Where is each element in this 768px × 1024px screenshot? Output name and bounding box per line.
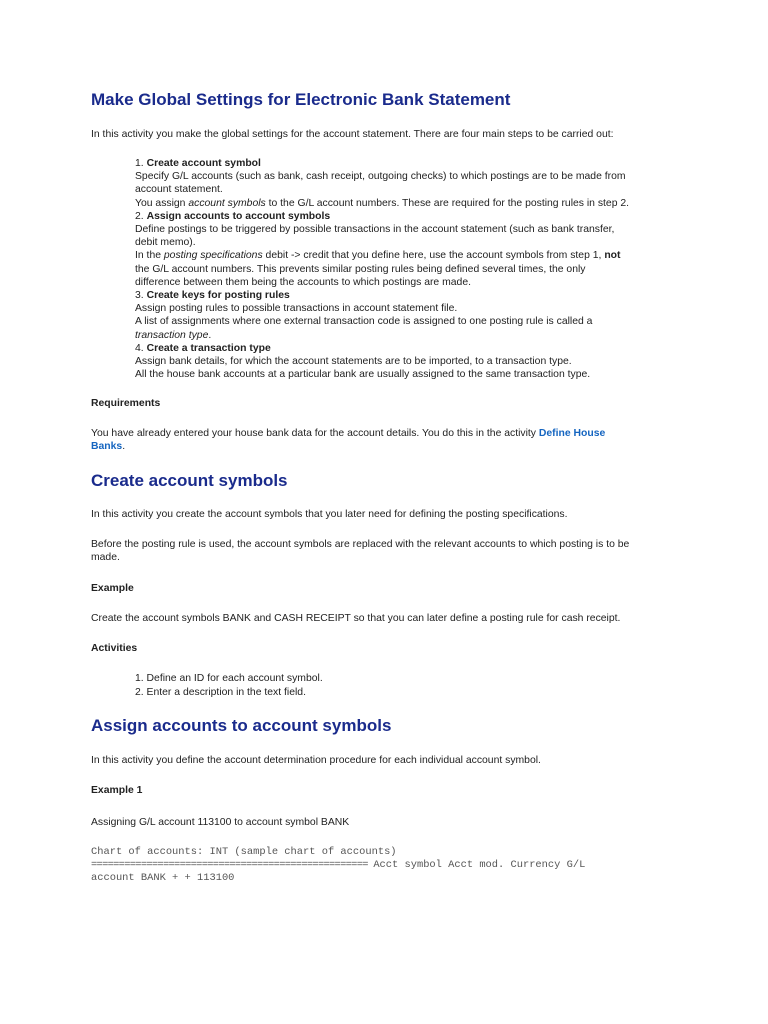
step-4-heading: 4. Create a transaction type [135,342,271,354]
list-item: 1. Define an ID for each account symbol. [135,673,323,684]
step-4-text: Assign bank details, for which the account statements are to be imported, to a transaction type. [135,356,572,368]
paragraph: In this activity you create the account symbols that you later need for defining the posting specifications. [91,509,568,520]
requirements-heading: Requirements [91,398,161,409]
activities-list [135,672,323,699]
code-block [91,846,691,885]
step-2-text: In the posting specifications debit -> credit that you define here, use the account symbols from step 1, not [135,250,621,262]
paragraph: In this activity you define the account determination procedure for each individual account symbol. [91,755,541,766]
step-2-text: debit memo). [135,237,196,249]
activities-heading: Activities [91,643,138,654]
define-house-banks-link[interactable]: Banks [91,441,123,452]
step-2-text: the G/L account numbers. This prevents similar posting rules being defined several times, the only [135,263,586,275]
section-title-create-account-symbols: Create account symbols [91,471,288,490]
step-2-text: Define postings to be triggered by possible transactions in the account statement (such as bank transfer, [135,224,615,236]
example-1-heading: Example 1 [91,785,143,796]
step-3-heading: 3. Create keys for posting rules [135,290,290,302]
step-1-text: You assign account symbols to the G/L account numbers. These are required for the posting rules in step 2. [135,197,630,209]
paragraph: Create the account symbols BANK and CASH RECEIPT so that you can later define a posting rule for cash receipt. [91,613,621,624]
requirements-paragraph: You have already entered your house bank data for the account details. You do this in the activity Define House Banks. [91,428,606,452]
paragraph: Assigning G/L account 113100 to account symbol BANK [91,817,350,828]
step-3-text: Assign posting rules to possible transactions in account statement file. [135,303,458,315]
intro-paragraph: In this activity you make the global settings for the account statement. There are four main steps to be carried out: [91,129,614,140]
step-2-heading: 2. Assign accounts to account symbols [135,210,331,222]
code-line: Chart of accounts: INT (sample chart of accounts) [91,846,397,858]
list-item: 2. Enter a description in the text field. [135,686,306,698]
step-3-text: A list of assignments where one external transaction code is assigned to one posting rule is called a [135,316,593,328]
example-heading: Example [91,583,134,594]
code-line: ================================================== Acct symbol Acct mod. Currency G/L [91,859,586,871]
step-3-text: transaction type. [135,329,212,341]
step-1-text: account statement. [135,184,223,196]
step-1-text: Specify G/L accounts (such as bank, cash receipt, outgoing checks) to which postings are to be made from [135,171,626,183]
step-1-heading: 1. Create account symbol [135,158,261,169]
code-line: account BANK + + 113100 [91,872,235,884]
steps-list [135,157,695,381]
section-title-assign-accounts: Assign accounts to account symbols [91,716,392,735]
step-2-text: difference between them being the accounts to which postings are made. [135,276,471,288]
step-4-text: All the house bank accounts at a particular bank are usually assigned to the same transaction type. [135,369,591,381]
page-title: Make Global Settings for Electronic Bank Statement [91,90,511,109]
define-house-banks-link[interactable]: Define House [538,428,606,439]
paragraph: Before the posting rule is used, the account symbols are replaced with the relevant accounts to which posting is to be made. [91,539,630,563]
